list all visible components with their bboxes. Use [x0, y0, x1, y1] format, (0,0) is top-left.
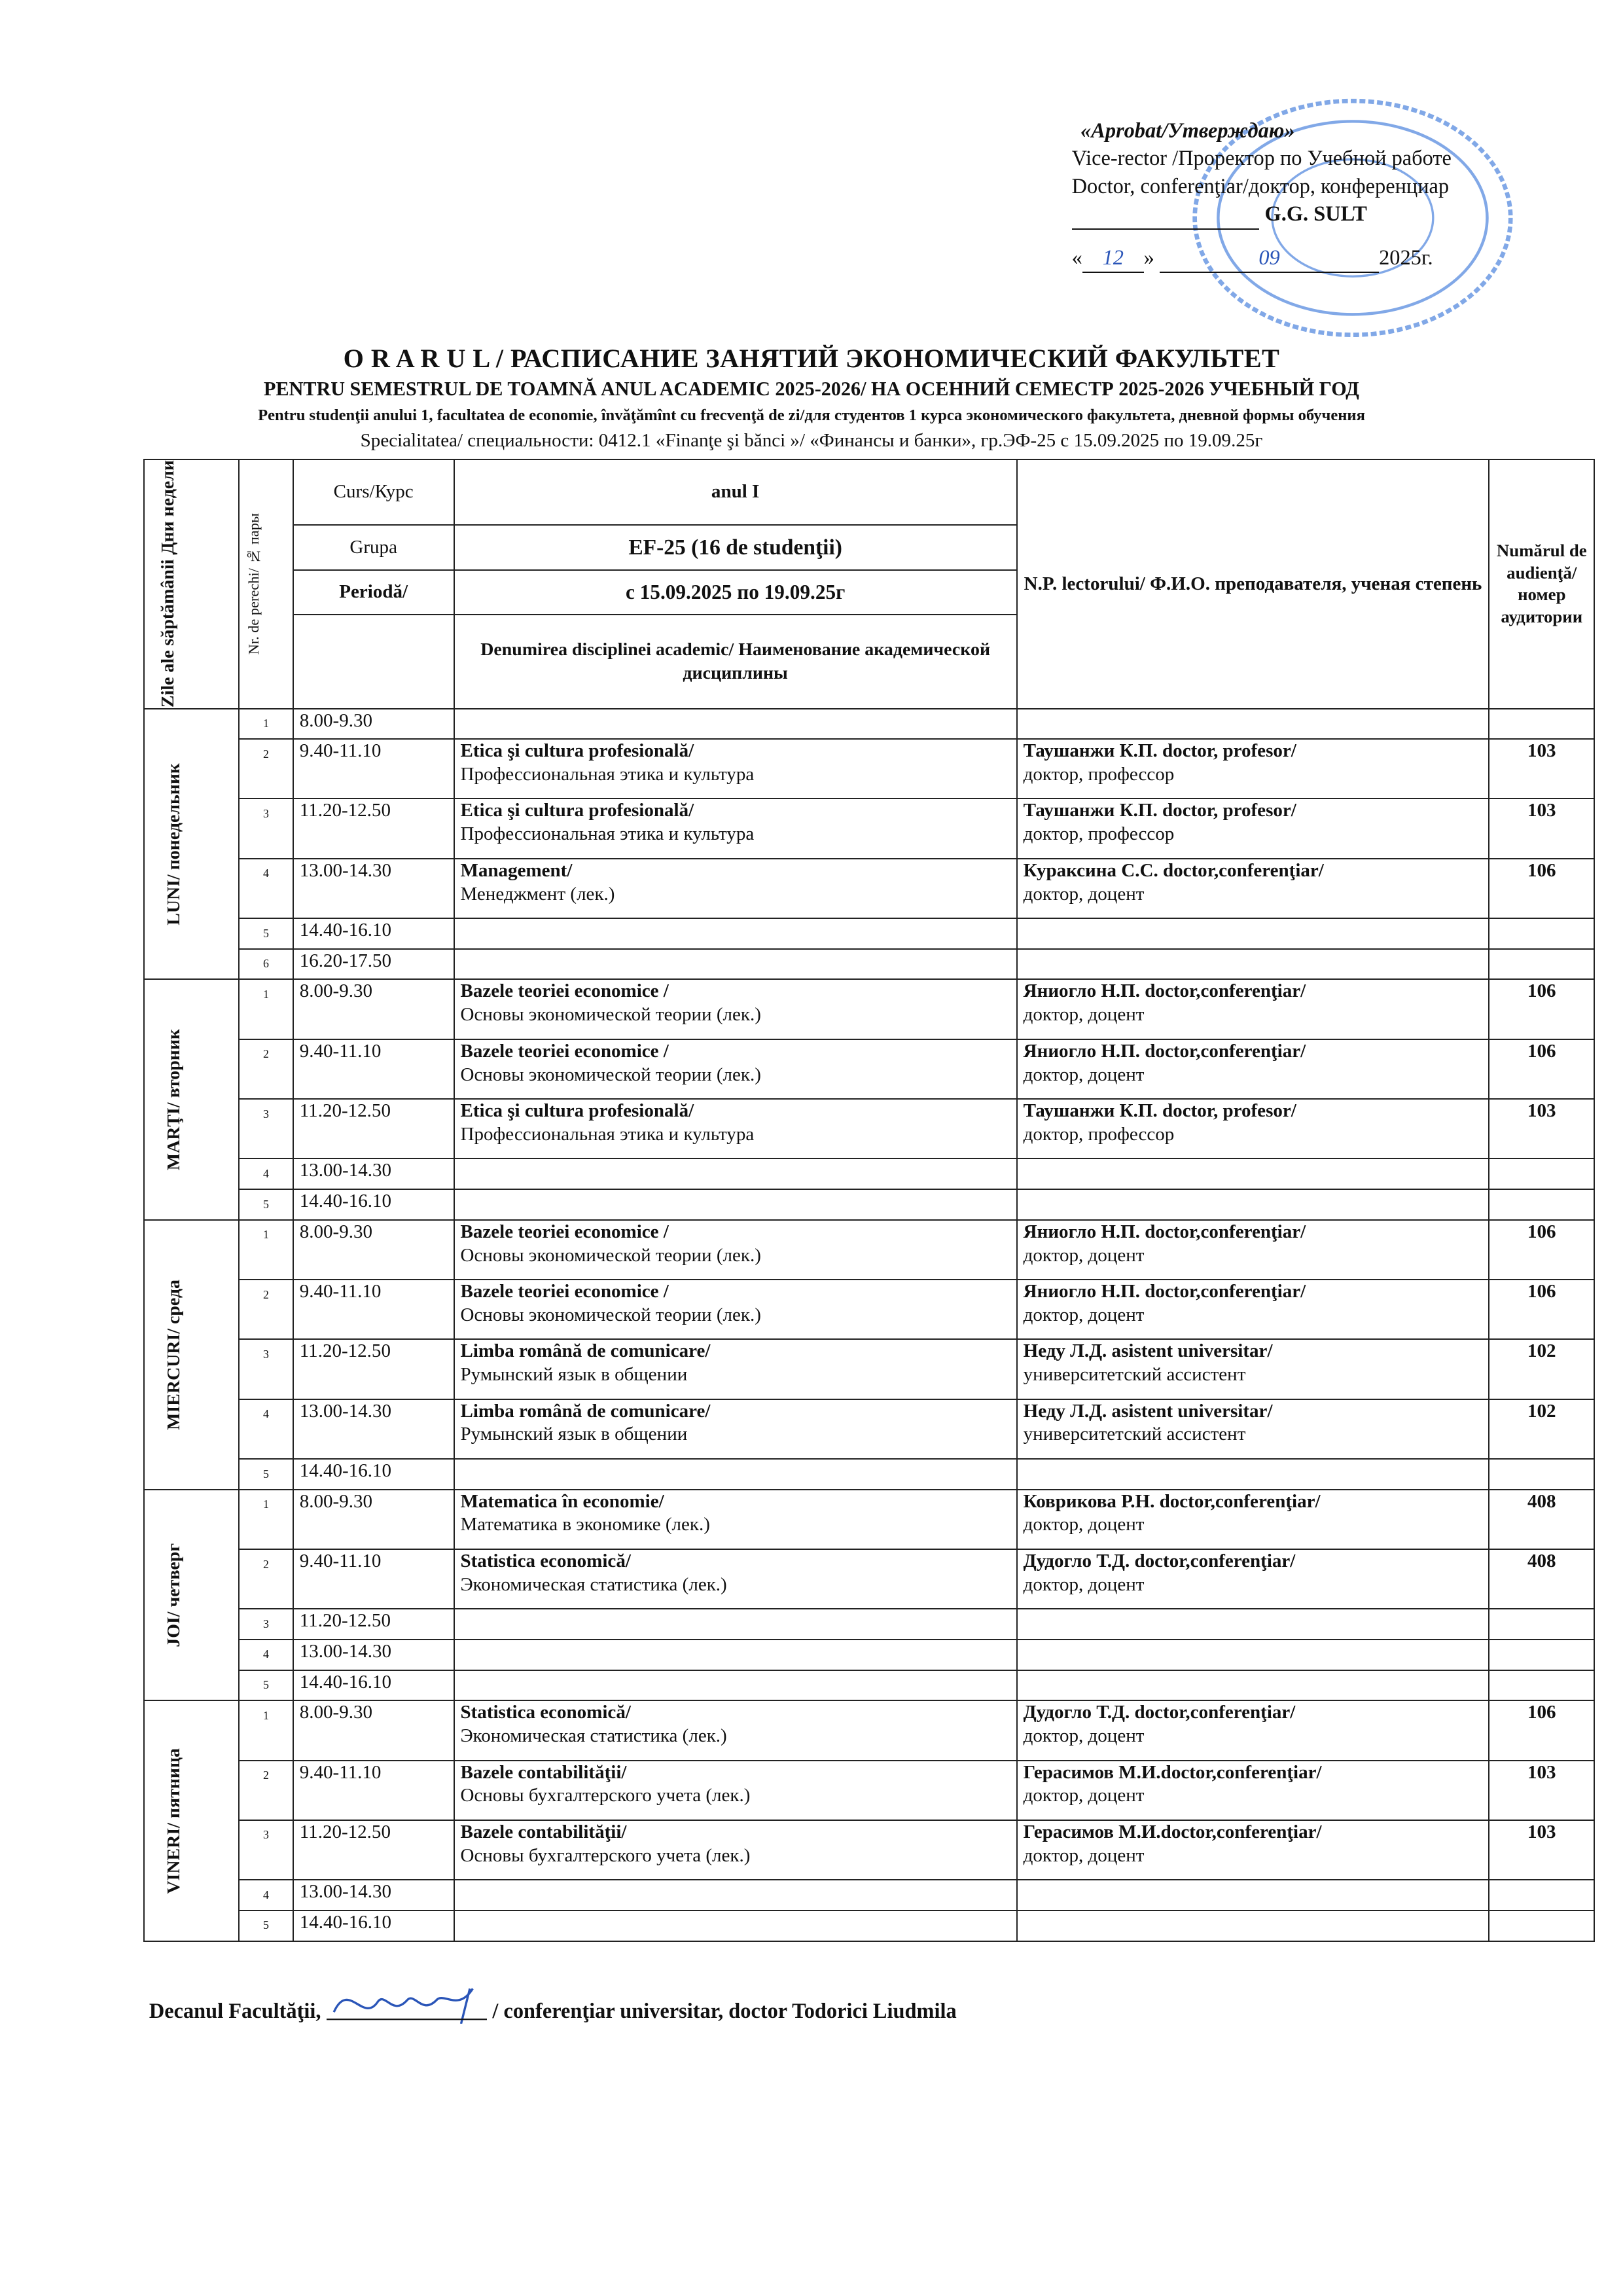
table-row [144, 739, 1594, 798]
pair-time: 9.40-11.10 [293, 1039, 454, 1099]
teacher-degree: доктор, доцент [1023, 1785, 1145, 1806]
teacher-cell [1017, 1399, 1489, 1459]
pair-number: 3 [239, 1820, 293, 1880]
pair-number: 5 [239, 918, 293, 949]
teacher-cell [1017, 1039, 1489, 1099]
period-label: Periodă/ [293, 570, 454, 615]
pair-number: 2 [239, 1549, 293, 1609]
discipline-ru: Профессиональная этика и культура [460, 1123, 755, 1145]
approval-block: «Aprobat/Утверждаю» Vice-rector /Проректор по Учебной работе Doctor, conferenţiar/доктор, конференциар G.G. SULT « 12 » 09 2025г. [1072, 117, 1452, 274]
teacher-degree: доктор, доцент [1023, 1004, 1145, 1026]
schedule-table [143, 459, 1595, 1941]
pair-time: 13.00-14.30 [293, 1158, 454, 1189]
teacher-cell [1017, 979, 1489, 1039]
table-row [144, 979, 1594, 1039]
table-row [144, 1039, 1594, 1099]
pair-time: 9.40-11.10 [293, 1761, 454, 1820]
teacher-cell [1017, 1549, 1489, 1609]
dean-role: / conferenţiar universitar, doctor Todorici Liudmila [492, 1999, 957, 2023]
teacher-name: Яниогло Н.П. doctor,conferenţiar/ [1023, 1221, 1306, 1242]
pair-time: 11.20-12.50 [293, 798, 454, 858]
table-row [144, 1158, 1594, 1189]
teacher-cell [1017, 798, 1489, 858]
pairs-header: Nr. de perechi/ № пары [245, 513, 262, 655]
table-row [144, 1549, 1594, 1609]
teacher-cell [1017, 1490, 1489, 1549]
pair-number: 4 [239, 1880, 293, 1910]
period-value: с 15.09.2025 по 19.09.25г [454, 570, 1017, 615]
discipline-ro: Limba română de comunicare/ [460, 1340, 711, 1362]
approval-month: 09 [1160, 244, 1379, 273]
pair-number: 3 [239, 1099, 293, 1158]
pair-time: 11.20-12.50 [293, 1820, 454, 1880]
discipline-ro: Bazele teoriei economice / [460, 1281, 669, 1302]
discipline-cell [454, 859, 1017, 918]
teacher-cell [1017, 859, 1489, 918]
discipline-ro: Bazele contabilităţii/ [460, 1761, 627, 1783]
discipline-cell [454, 1700, 1017, 1760]
table-row [144, 918, 1594, 949]
table-row [144, 1880, 1594, 1910]
discipline-cell [454, 1490, 1017, 1549]
page-title: O R A R U L / РАСПИСАНИЕ ЗАНЯТИЙ ЭКОНОМИЧЕСКИЙ ФАКУЛЬТЕТ [343, 343, 1280, 373]
pair-time: 13.00-14.30 [293, 1399, 454, 1459]
table-row [144, 1609, 1594, 1640]
pair-time: 9.40-11.10 [293, 739, 454, 798]
table-row [144, 709, 1594, 740]
pair-time: 8.00-9.30 [293, 979, 454, 1039]
pair-time: 8.00-9.30 [293, 709, 454, 740]
discipline-ru: Румынский язык в общении [460, 1424, 688, 1445]
audience-line: Pentru studenţii anului 1, facultatea de economie, învăţămînt cu frecvenţă de zi/для студентов 1 курса экономического факультета, дневной формы обучения [258, 406, 1365, 424]
table-row [144, 1670, 1594, 1701]
discipline-ro: Bazele contabilităţii/ [460, 1821, 627, 1842]
teacher-name: Кураксина С.С. doctor,conferenţiar/ [1023, 859, 1324, 881]
table-row [144, 1820, 1594, 1880]
pair-number: 1 [239, 1700, 293, 1760]
pair-time: 14.40-16.10 [293, 1910, 454, 1941]
pair-number: 5 [239, 1459, 293, 1490]
teacher-cell [1017, 1761, 1489, 1820]
teacher-name: Неду Л.Д. asistent universitar/ [1023, 1340, 1273, 1362]
teacher-cell [1017, 1820, 1489, 1880]
discipline-header: Denumirea disciplinei academic/ Наименование академической дисциплины [454, 615, 1017, 708]
discipline-cell [454, 1280, 1017, 1339]
room-number: 103 [1489, 1820, 1594, 1880]
teacher-degree: доктор, доцент [1023, 883, 1145, 905]
discipline-cell [454, 979, 1017, 1039]
approval-day: 12 [1082, 244, 1144, 273]
table-row [144, 1099, 1594, 1158]
pair-time: 11.20-12.50 [293, 1339, 454, 1399]
teacher-cell [1017, 1099, 1489, 1158]
teacher-degree: доктор, профессор [1023, 823, 1175, 845]
pair-number: 4 [239, 1399, 293, 1459]
table-row [144, 949, 1594, 980]
approval-year: 2025г. [1379, 245, 1433, 270]
teacher-name: Дудогло Т.Д. doctor,conferenţiar/ [1023, 1702, 1296, 1723]
group-label: Grupa [293, 525, 454, 570]
table-row [144, 1280, 1594, 1339]
discipline-ru: Основы экономической теории (лек.) [460, 1064, 761, 1085]
pair-number: 3 [239, 798, 293, 858]
pair-number: 2 [239, 1761, 293, 1820]
discipline-ru: Основы бухгалтерского учета (лек.) [460, 1844, 751, 1866]
room-number: 106 [1489, 859, 1594, 918]
teacher-degree: доктор, профессор [1023, 1123, 1175, 1145]
discipline-ru: Основы экономической теории (лек.) [460, 1304, 761, 1325]
discipline-ro: Etica şi cultura profesională/ [460, 1100, 694, 1122]
page-subtitle: PENTRU SEMESTRUL DE TOAMNĂ ANUL ACADEMIC 2025-2026/ НА ОСЕННИЙ СЕМЕСТР 2025-2026 УЧЕБНЫЙ ГОД [264, 378, 1359, 401]
discipline-ro: Matematica în economie/ [460, 1490, 664, 1512]
pair-number: 1 [239, 979, 293, 1039]
teacher-degree: доктор, профессор [1023, 763, 1175, 785]
discipline-ru: Румынский язык в общении [460, 1364, 688, 1386]
discipline-cell [454, 1549, 1017, 1609]
pair-time: 11.20-12.50 [293, 1609, 454, 1640]
teacher-name: Яниогло Н.П. doctor,conferenţiar/ [1023, 1040, 1306, 1062]
room-number: 103 [1489, 1761, 1594, 1820]
room-number: 106 [1489, 1280, 1594, 1339]
pair-time: 8.00-9.30 [293, 1220, 454, 1280]
teacher-name: Таушанжи К.П. doctor, profesor/ [1023, 800, 1296, 821]
discipline-ru: Экономическая статистика (лек.) [460, 1573, 727, 1595]
table-row [144, 1910, 1594, 1941]
teacher-cell [1017, 1700, 1489, 1760]
room-number: 102 [1489, 1339, 1594, 1399]
document-body [0, 342, 1623, 2024]
pair-time: 8.00-9.30 [293, 1490, 454, 1549]
table-row [144, 798, 1594, 858]
discipline-ro: Statistica economică/ [460, 1702, 631, 1723]
days-header: Zile ale săptămânii Дни недели [157, 460, 178, 708]
day-name: MARŢI/ вторник [163, 1028, 184, 1171]
teacher-degree: доктор, доцент [1023, 1064, 1145, 1085]
teacher-degree: доктор, доцент [1023, 1304, 1145, 1325]
course-value: anul I [454, 459, 1017, 525]
teacher-cell [1017, 1280, 1489, 1339]
teacher-name: Яниогло Н.П. doctor,conferenţiar/ [1023, 980, 1306, 1002]
table-row [144, 1490, 1594, 1549]
pair-number: 3 [239, 1609, 293, 1640]
teacher-degree: доктор, доцент [1023, 1725, 1145, 1747]
table-row [144, 1700, 1594, 1760]
day-name: VINERI/ пятница [163, 1748, 184, 1894]
dean-signature-line [149, 1980, 1623, 2024]
discipline-cell [454, 739, 1017, 798]
room-number: 103 [1489, 1099, 1594, 1158]
discipline-ro: Etica şi cultura profesională/ [460, 800, 694, 821]
pair-time: 9.40-11.10 [293, 1549, 454, 1609]
discipline-ru: Менеджмент (лек.) [460, 883, 615, 905]
teacher-name: Дудогло Т.Д. doctor,conferenţiar/ [1023, 1551, 1296, 1572]
teacher-name: Неду Л.Д. asistent universitar/ [1023, 1400, 1273, 1422]
pair-number: 2 [239, 1280, 293, 1339]
room-number: 102 [1489, 1399, 1594, 1459]
room-number: 106 [1489, 1700, 1594, 1760]
room-number: 103 [1489, 798, 1594, 858]
table-row [144, 1339, 1594, 1399]
pair-time: 14.40-16.10 [293, 1189, 454, 1220]
speciality-line: Specialitatea/ специальности: 0412.1 «Finanţe şi bănci »/ «Финансы и банки», гр.ЭФ-25 с 15.09.2025 по 19.09.25г [360, 429, 1263, 451]
pair-number: 4 [239, 1158, 293, 1189]
discipline-ru: Профессиональная этика и культура [460, 763, 755, 785]
room-number: 106 [1489, 979, 1594, 1039]
pair-number: 4 [239, 859, 293, 918]
teacher-cell [1017, 1339, 1489, 1399]
pair-time: 13.00-14.30 [293, 859, 454, 918]
room-number: 106 [1489, 1220, 1594, 1280]
table-row [144, 1399, 1594, 1459]
approval-name: G.G. SULT [1264, 202, 1367, 226]
discipline-cell [454, 798, 1017, 858]
pair-number: 1 [239, 1220, 293, 1280]
teacher-cell [1017, 739, 1489, 798]
pair-number: 6 [239, 949, 293, 980]
discipline-ro: Bazele teoriei economice / [460, 980, 669, 1002]
teacher-degree: доктор, доцент [1023, 1573, 1145, 1595]
room-number: 103 [1489, 739, 1594, 798]
pair-time: 8.00-9.30 [293, 1700, 454, 1760]
pair-time: 14.40-16.10 [293, 918, 454, 949]
teacher-degree: университетский ассистент [1023, 1364, 1246, 1386]
room-header: Numărul de audienţă/ номер аудитории [1489, 459, 1594, 708]
discipline-ru: Профессиональная этика и культура [460, 823, 755, 845]
pair-number: 2 [239, 739, 293, 798]
pair-number: 1 [239, 1490, 293, 1549]
pair-number: 5 [239, 1670, 293, 1701]
teacher-degree: доктор, доцент [1023, 1514, 1145, 1535]
pair-number: 5 [239, 1910, 293, 1941]
pair-number: 4 [239, 1640, 293, 1670]
discipline-cell [454, 1761, 1017, 1820]
pair-time: 11.20-12.50 [293, 1099, 454, 1158]
teacher-degree: доктор, доцент [1023, 1844, 1145, 1866]
table-row [144, 1189, 1594, 1220]
day-name: JOI/ четверг [163, 1543, 184, 1647]
pair-time: 9.40-11.10 [293, 1280, 454, 1339]
pair-time: 14.40-16.10 [293, 1670, 454, 1701]
teacher-name: Яниогло Н.П. doctor,conferenţiar/ [1023, 1281, 1306, 1302]
discipline-ro: Etica şi cultura profesională/ [460, 740, 694, 762]
discipline-cell [454, 1039, 1017, 1099]
teacher-name: Герасимов М.И.doctor,conferenţiar/ [1023, 1821, 1322, 1842]
approval-degree: Doctor, conferenţiar/доктор, конференциар [1071, 174, 1450, 198]
pair-number: 5 [239, 1189, 293, 1220]
day-name: LUNI/ понедельник [163, 762, 184, 925]
pair-time: 13.00-14.30 [293, 1640, 454, 1670]
teacher-name: Таушанжи К.П. doctor, profesor/ [1023, 740, 1296, 762]
discipline-ru: Экономическая статистика (лек.) [460, 1725, 727, 1747]
table-row [144, 1220, 1594, 1280]
discipline-ro: Limba română de comunicare/ [460, 1400, 711, 1422]
teacher-cell [1017, 1220, 1489, 1280]
day-name: MIERCURI/ среда [163, 1279, 184, 1430]
discipline-ru: Основы бухгалтерского учета (лек.) [460, 1785, 751, 1806]
discipline-ro: Management/ [460, 859, 573, 881]
discipline-ro: Bazele teoriei economice / [460, 1221, 669, 1242]
group-value: EF-25 (16 de studenţii) [454, 525, 1017, 570]
discipline-ru: Основы экономической теории (лек.) [460, 1244, 761, 1266]
discipline-ru: Математика в экономике (лек.) [460, 1514, 710, 1535]
table-row [144, 1640, 1594, 1670]
pair-time: 13.00-14.30 [293, 1880, 454, 1910]
approval-position: Vice-rector /Проректор по Учебной работе [1071, 147, 1452, 171]
pair-number: 3 [239, 1339, 293, 1399]
teacher-header: N.P. lectorului/ Ф.И.О. преподавателя, ученая степень [1017, 459, 1489, 708]
pair-time: 16.20-17.50 [293, 949, 454, 980]
discipline-ro: Statistica economică/ [460, 1551, 631, 1572]
course-label: Curs/Курс [293, 459, 454, 525]
table-row [144, 859, 1594, 918]
teacher-degree: университетский ассистент [1023, 1424, 1246, 1445]
teacher-degree: доктор, доцент [1023, 1244, 1145, 1266]
discipline-ru: Основы экономической теории (лек.) [460, 1004, 761, 1026]
pair-number: 1 [239, 709, 293, 740]
discipline-cell [454, 1399, 1017, 1459]
signature-icon [327, 1980, 488, 2024]
discipline-ro: Bazele teoriei economice / [460, 1040, 669, 1062]
room-number: 408 [1489, 1549, 1594, 1609]
teacher-name: Коврикова Р.Н. doctor,conferenţiar/ [1023, 1490, 1321, 1512]
approval-title: «Aprobat/Утверждаю» [1080, 118, 1295, 143]
table-row [144, 1459, 1594, 1490]
pair-time: 14.40-16.10 [293, 1459, 454, 1490]
discipline-cell [454, 1820, 1017, 1880]
pair-number: 2 [239, 1039, 293, 1099]
teacher-name: Таушанжи К.П. doctor, profesor/ [1023, 1100, 1296, 1122]
dean-label: Decanul Facultăţii, [149, 1999, 321, 2023]
table-row [144, 1761, 1594, 1820]
room-number: 408 [1489, 1490, 1594, 1549]
teacher-name: Герасимов М.И.doctor,conferenţiar/ [1023, 1761, 1322, 1783]
discipline-cell [454, 1099, 1017, 1158]
discipline-cell [454, 1220, 1017, 1280]
room-number: 106 [1489, 1039, 1594, 1099]
discipline-cell [454, 1339, 1017, 1399]
